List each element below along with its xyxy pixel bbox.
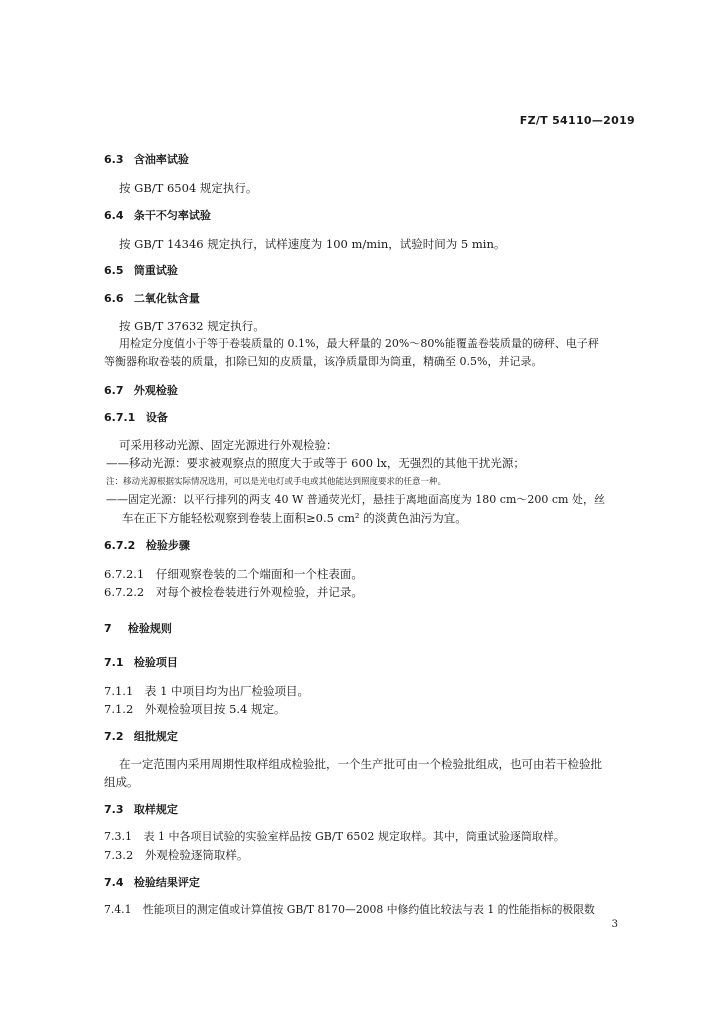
heading-title: 检验规则 [127, 622, 172, 635]
item-text: 外观检验逐筒取样。 [144, 848, 249, 862]
step-number: 6.7.2.2 [104, 585, 145, 599]
heading-number: 6.4 [104, 209, 124, 222]
heading-title: 检验步骤 [145, 539, 190, 552]
paragraph-7-2-line2: 组成。 [104, 775, 139, 789]
heading-7-2 [104, 729, 178, 745]
heading-number: 6.7.1 [104, 411, 136, 424]
page-number: 3 [611, 919, 618, 930]
step-number: 6.7.2.1 [104, 567, 145, 581]
step-6-7-2-2 [104, 584, 363, 600]
heading-number: 7.2 [104, 730, 124, 743]
item-number: 7.3.2 [104, 848, 134, 862]
item-number: 7.3.1 [104, 830, 132, 843]
step-text: 仔细观察卷装的二个端面和一个柱表面。 [155, 567, 363, 581]
heading-title: 二氧化钛含量 [133, 292, 200, 305]
item-7-4-1 [104, 902, 595, 918]
item-text: 表 1 中各项目试验的实验室样品按 GB/T 6502 规定取样。其中，筒重试验逐筒取样。 [143, 830, 565, 843]
heading-title: 条干不匀率试验 [133, 209, 211, 222]
paragraph-6-6: 按 GB/T 37632 规定执行。 [119, 319, 265, 333]
step-6-7-2-1 [104, 566, 363, 582]
heading-title: 筒重试验 [133, 264, 178, 277]
list-item-mobile-light: ——移动光源：要求被观察点的照度大于或等于 600 lx，无强烈的其他干扰光源； [106, 456, 525, 470]
heading-number: 6.6 [104, 292, 124, 305]
heading-number: 6.5 [104, 264, 124, 277]
item-number: 7.1.1 [104, 684, 134, 698]
heading-6-5 [104, 263, 178, 279]
heading-title: 组批规定 [133, 730, 178, 743]
heading-number: 6.3 [104, 153, 124, 166]
paragraph-6-6-line1: 用检定分度值小于等于卷装质量的 0.1%，最大秤量的 20%～80%能覆盖卷装质量的磅秤、电子秤 [119, 337, 599, 350]
heading-title: 设备 [145, 411, 168, 424]
heading-6-7-1 [104, 410, 168, 426]
heading-6-7-2 [104, 538, 190, 554]
heading-number: 7.1 [104, 656, 124, 669]
item-text: 外观检验项目按 5.4 规定。 [144, 702, 286, 716]
list-item-fixed-light-line2: 车在正下方能轻松观察到卷装上面积≥0.5 cm² 的淡黄色油污为宜。 [122, 511, 467, 525]
item-text: 性能项目的测定值或计算值按 GB/T 8170—2008 中修约值比较法与表 1 的性能指标的极限数 [142, 903, 595, 916]
heading-number: 7.3 [104, 803, 124, 816]
item-number: 7.1.2 [104, 702, 134, 716]
heading-7-3 [104, 802, 178, 818]
heading-title: 检验结果评定 [133, 876, 200, 889]
item-text: 表 1 中项目均为出厂检验项目。 [144, 684, 310, 698]
step-text: 对每个被检卷装进行外观检验，并记录。 [155, 585, 363, 599]
heading-6-7 [104, 383, 178, 399]
heading-6-4 [104, 208, 211, 224]
heading-number: 7 [104, 622, 112, 635]
heading-number: 7.4 [104, 876, 124, 889]
paragraph-6-6-line2: 等衡器称取卷装的质量，扣除已知的皮质量，该净质量即为筒重，精确至 0.5%，并记录。 [104, 355, 543, 368]
paragraph-6-3: 按 GB/T 6504 规定执行。 [119, 181, 258, 195]
heading-number: 6.7 [104, 384, 124, 397]
paragraph-6-7-1-intro: 可采用移动光源、固定光源进行外观检验： [119, 438, 338, 452]
paragraph-7-2-line1: 在一定范围内采用周期性取样组成检验批，一个生产批可由一个检验批组成，也可由若干检验批 [119, 757, 602, 771]
heading-number: 6.7.2 [104, 539, 136, 552]
heading-6-6 [104, 291, 200, 307]
heading-7-4 [104, 875, 200, 891]
heading-title: 取样规定 [133, 803, 178, 816]
item-7-3-2 [104, 847, 248, 863]
item-number: 7.4.1 [104, 903, 132, 916]
heading-7 [104, 621, 172, 637]
standard-code: FZ/T 54110—2019 [519, 114, 635, 127]
heading-title: 检验项目 [133, 656, 178, 669]
list-item-fixed-light-line1: ——固定光源：以平行排列的两支 40 W 普通荧光灯，悬挂于离地面高度为 180 cm～200 cm 处，丝 [106, 493, 605, 506]
note-mobile-light: 注：移动光源根据实际情况选用，可以是光电灯或手电或其他能达到照度要求的任意一种。 [106, 477, 447, 487]
heading-title: 外观检验 [133, 384, 178, 397]
item-7-1-2 [104, 701, 286, 717]
heading-title: 含油率试验 [133, 153, 189, 166]
item-7-1-1 [104, 683, 309, 699]
item-7-3-1 [104, 829, 565, 845]
paragraph-6-4: 按 GB/T 14346 规定执行，试样速度为 100 m/min，试验时间为 5 min。 [119, 237, 506, 251]
heading-7-1 [104, 655, 178, 671]
heading-6-3 [104, 152, 189, 168]
